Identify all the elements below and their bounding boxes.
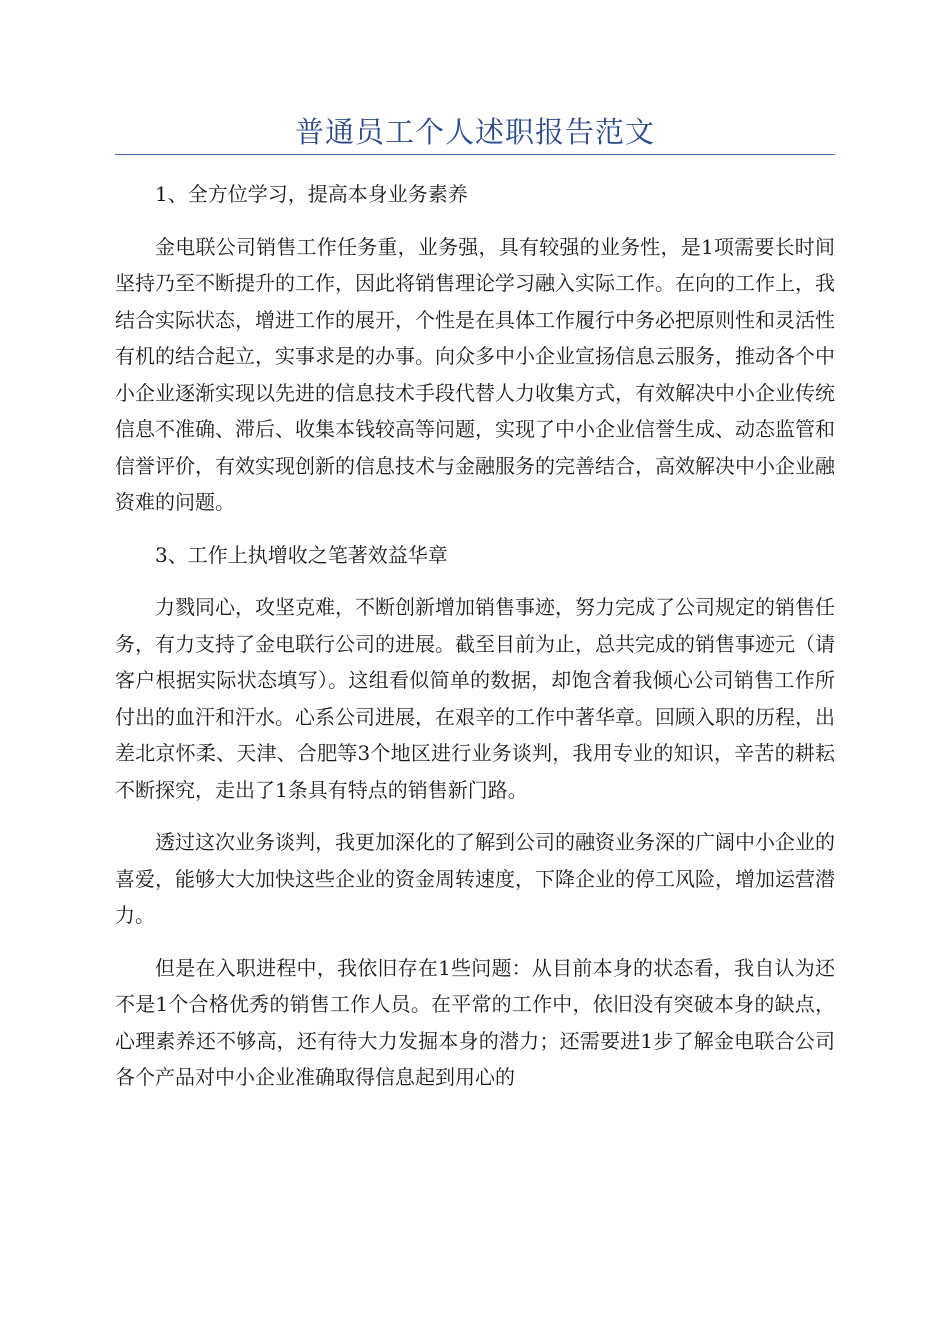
paragraph-4: 但是在入职进程中，我依旧存在1些问题：从目前本身的状态看，我自认为还不是1个合格优秀的销售工作人员。在平常的工作中，依旧没有突破本身的缺点，心理素养还不够高，还有待大力发掘本身的潜力；还需要进1步了解金电联合公司各个产品对中小企业准确取得信息起到用心的: [115, 955, 835, 1089]
section-heading-1: 1、全方位学习，提高本身业务素养: [155, 182, 468, 206]
paragraph-2: 力戮同心，攻坚克难，不断创新增加销售事迹，努力完成了公司规定的销售任务，有力支持了金电联行公司的进展。截至目前为止，总共完成的销售事迹元（请客户根据实际状态填写）。这组看似简单的数据，却饱含着我倾心公司销售工作所付出的血汗和汗水。心系公司进展，在艰辛的工作中著华章。回顾入职的历程，出差北京怀柔、天津、合肥等3个地区进行业务谈判，我用专业的知识，辛苦的耕耘不断探究，走出了1条具有特点的销售新门路。: [115, 595, 835, 802]
document-body: [115, 176, 835, 1096]
document-title: 普通员工个人述职报告范文: [294, 115, 655, 149]
paragraph-3: 透过这次业务谈判，我更加深化的了解到公司的融资业务深的广阔中小企业的喜爱，能够大大加快这些企业的资金周转速度，下降企业的停工风险，增加运营潜力。: [115, 830, 835, 927]
paragraph-1: 金电联公司销售工作任务重，业务强，具有较强的业务性，是1项需要长时间坚持乃至不断提升的工作，因此将销售理论学习融入实际工作。在向的工作上，我结合实际状态，增进工作的展开，个性是在具体工作履行中务必把原则性和灵活性有机的结合起立，实事求是的办事。向众多中小企业宣扬信息云服务，推动各个中小企业逐渐实现以先进的信息技术手段代替人力收集方式，有效解决中小企业传统信息不准确、滞后、收集本钱较高等问题，实现了中小企业信誉生成、动态监管和信誉评价，有效实现创新的信息技术与金融服务的完善结合，高效解决中小企业融资难的问题。: [115, 234, 835, 514]
section-heading-3: 3、工作上执增收之笔著效益华章: [155, 542, 448, 567]
title-underline: [115, 154, 835, 155]
